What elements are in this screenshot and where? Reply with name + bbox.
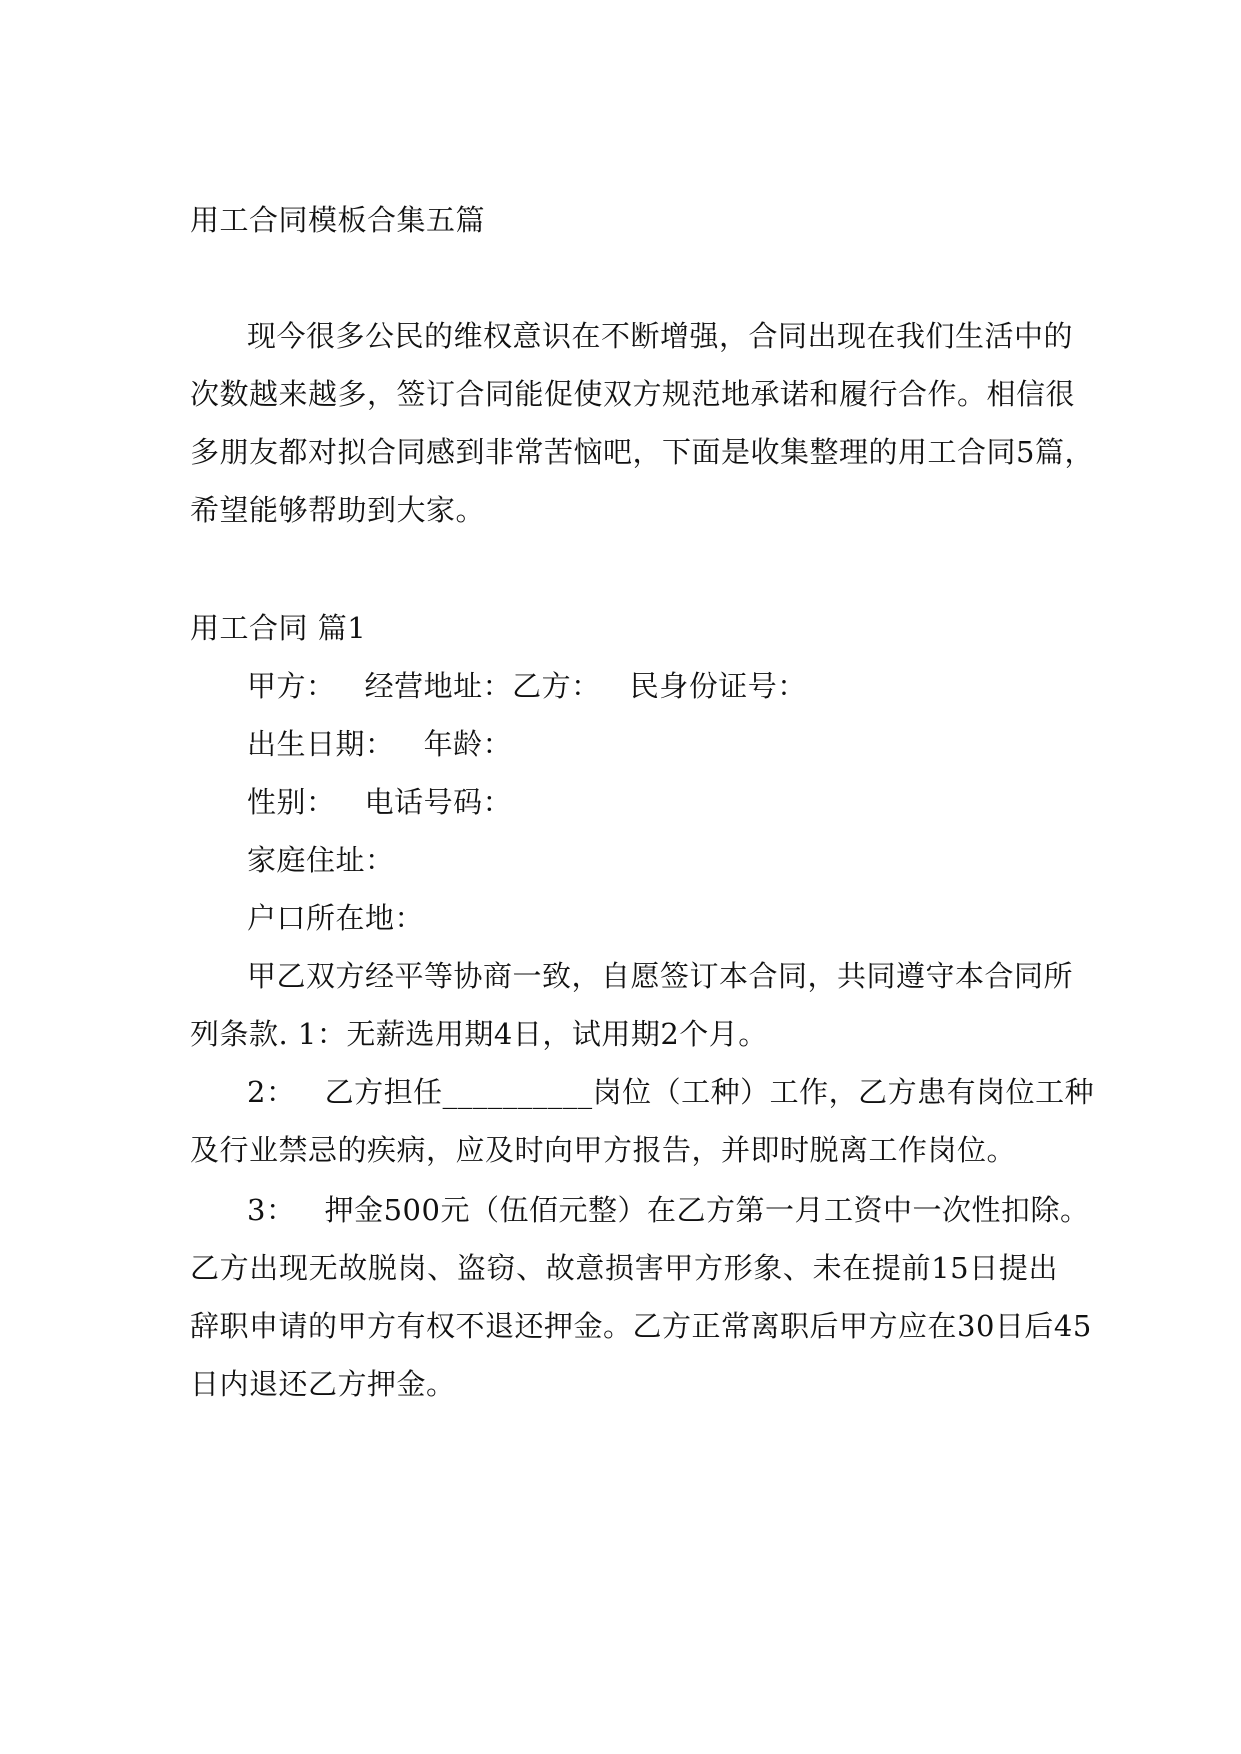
document-title: 用工合同模板合集五篇	[190, 203, 486, 237]
intro-line: 现今很多公民的维权意识在不断增强，合同出现在我们生活中的	[247, 319, 1074, 353]
clause-line: 及行业禁忌的疾病，应及时向甲方报告，并即时脱离工作岗位。	[190, 1133, 1017, 1167]
intro-line: 希望能够帮助到大家。	[190, 493, 486, 527]
section-heading: 用工合同 篇1	[190, 611, 367, 645]
intro-line: 次数越来越多，签订合同能促使双方规范地承诺和履行合作。相信很	[190, 377, 1076, 411]
field-line-birth-age: 出生日期： 年龄：	[247, 727, 513, 761]
clause-line: 3： 押金500元（伍佰元整）在乙方第一月工资中一次性扣除。	[247, 1193, 1090, 1227]
field-line-parties: 甲方： 经营地址：乙方： 民身份证号：	[247, 669, 807, 703]
clause-line: 甲乙双方经平等协商一致，自愿签订本合同，共同遵守本合同所	[247, 959, 1074, 993]
field-line-gender-phone: 性别： 电话号码：	[247, 785, 513, 819]
field-line-household: 户口所在地：	[247, 901, 425, 935]
clause-line: 乙方出现无故脱岗、盗窃、故意损害甲方形象、未在提前15日提出	[190, 1251, 1058, 1285]
clause-line: 日内退还乙方押金。	[190, 1367, 456, 1401]
clause-line: 2： 乙方担任__________岗位（工种）工作，乙方患有岗位工种	[247, 1075, 1095, 1109]
clause-line: 列条款. 1：无薪选用期4日，试用期2个月。	[190, 1017, 768, 1051]
clause-line: 辞职申请的甲方有权不退还押金。乙方正常离职后甲方应在30日后45	[190, 1309, 1092, 1343]
intro-line: 多朋友都对拟合同感到非常苦恼吧，下面是收集整理的用工合同5篇，	[190, 435, 1094, 469]
field-line-address: 家庭住址：	[247, 843, 395, 877]
